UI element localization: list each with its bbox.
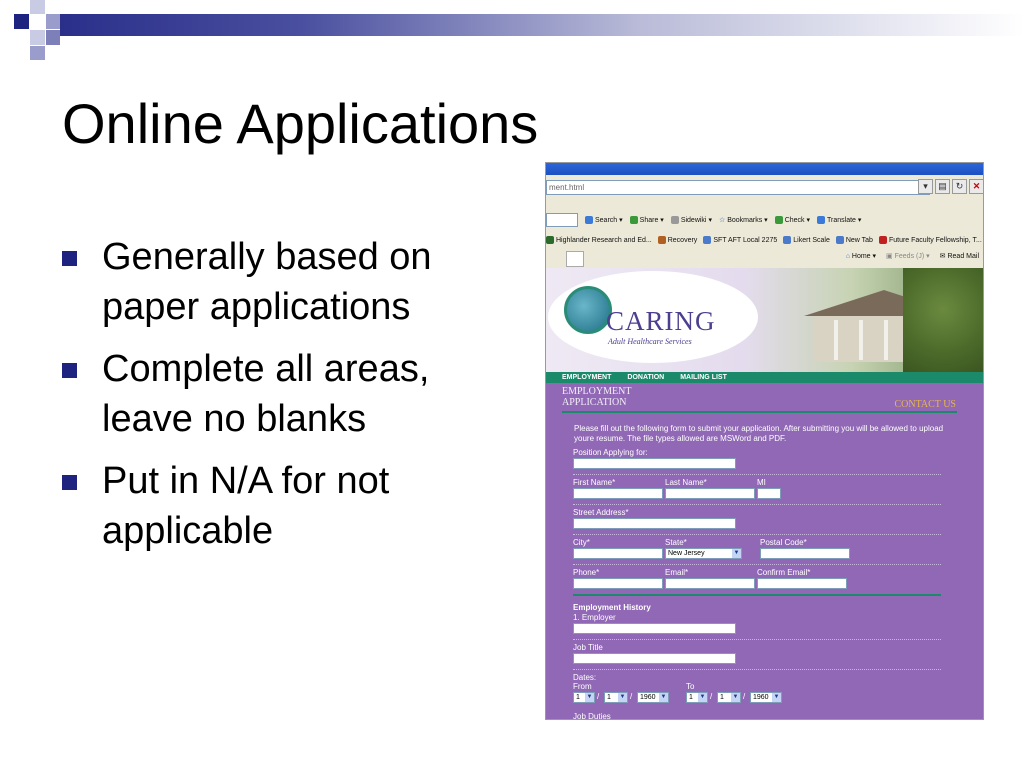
chevron-down-icon: ▼ (660, 694, 667, 700)
bullet-square-icon (62, 251, 77, 266)
bullet-item (62, 232, 512, 332)
decor-square-2 (30, 0, 45, 14)
confirm-email-input[interactable] (757, 578, 847, 589)
nav-donation[interactable]: DONATION (627, 374, 665, 381)
dropdown-icon[interactable]: ▾ (918, 179, 933, 194)
bullet-square-icon (62, 363, 77, 378)
toolbar-check[interactable]: Check ▾ (775, 216, 810, 224)
stop-icon[interactable]: ✕ (969, 179, 984, 194)
employer-input[interactable] (573, 623, 736, 634)
feed-icon: ▣ (886, 253, 893, 260)
date-separator: / (710, 692, 713, 701)
favorite-link[interactable]: Recovery (658, 236, 698, 244)
decor-square-1 (14, 14, 29, 29)
state-select[interactable]: New Jersey ▼ (665, 548, 742, 559)
globe-logo-icon (564, 286, 612, 334)
toolbar-bookmarks[interactable]: ☆ Bookmarks ▾ (718, 217, 768, 224)
chevron-down-icon: ▼ (773, 694, 780, 700)
dates-label: Dates: (573, 673, 597, 682)
decor-square-5 (46, 30, 60, 45)
from-year-select[interactable]: 1960 ▼ (637, 692, 669, 703)
caring-website (546, 268, 983, 719)
home-button[interactable]: ⌂ Home ▾ (845, 253, 877, 260)
divider (573, 534, 941, 535)
share-icon (630, 216, 638, 224)
section-divider (573, 594, 941, 596)
job-duties-label: Job Duties (573, 712, 611, 720)
chevron-down-icon: ▼ (586, 694, 593, 700)
refresh-icon[interactable]: ↻ (952, 179, 967, 194)
intro-text: Please fill out the following form to submit your application. After submitting you will be allowed to upload youre resume. The file types allowed are MSWord and PDF. (574, 424, 944, 443)
favorites-bar (546, 233, 983, 247)
favorite-link[interactable]: Future Faculty Fellowship, T... (879, 236, 982, 244)
bullet-item (62, 344, 512, 444)
first-name-label: First Name* (573, 478, 616, 487)
position-input[interactable] (573, 458, 736, 469)
phone-label: Phone* (573, 568, 600, 577)
logo-title: CARING (606, 306, 716, 336)
mi-label: MI (757, 478, 766, 487)
employer-label: 1. Employer (573, 613, 616, 622)
title-gradient-bar (60, 14, 1024, 36)
page-icon (879, 236, 887, 244)
to-month-select[interactable]: 1 ▼ (686, 692, 708, 703)
bullet-text: Put in N/A for not applicable (102, 460, 390, 552)
city-label: City* (573, 538, 590, 547)
contact-us-link[interactable]: CONTACT US (894, 399, 956, 410)
chevron-down-icon: ▼ (732, 694, 739, 700)
street-label: Street Address* (573, 508, 629, 517)
nav-mailing-list[interactable]: MAILING LIST (680, 374, 727, 381)
logo-subtitle: Adult Healthcare Services (608, 337, 692, 346)
from-month-select[interactable]: 1 ▼ (573, 692, 595, 703)
first-name-input[interactable] (573, 488, 663, 499)
toolbar-translate[interactable]: Translate ▾ (817, 216, 861, 224)
position-label: Position Applying for: (573, 448, 648, 457)
google-toolbar (546, 212, 983, 228)
divider (573, 669, 941, 670)
site-banner (546, 268, 983, 372)
job-title-input[interactable] (573, 653, 736, 664)
date-separator: / (597, 692, 600, 701)
slide-title: Online Applications (62, 92, 539, 155)
favorite-link[interactable]: Highlander Research and Ed... (546, 236, 652, 244)
nav-employment[interactable]: EMPLOYMENT (562, 374, 612, 381)
email-input[interactable] (665, 578, 755, 589)
chevron-down-icon: ▼ (619, 694, 626, 700)
page-icon (783, 236, 791, 244)
decor-square-4 (30, 30, 45, 45)
last-name-input[interactable] (665, 488, 755, 499)
search-icon (585, 216, 593, 224)
divider (573, 639, 941, 640)
divider (573, 474, 941, 475)
confirm-email-label: Confirm Email* (757, 568, 811, 577)
chevron-down-icon: ▼ (733, 550, 740, 556)
mi-input[interactable] (757, 488, 781, 499)
heading-divider (562, 411, 957, 413)
address-bar[interactable]: ment.html (546, 180, 930, 195)
translate-icon (817, 216, 825, 224)
address-buttons (918, 179, 984, 194)
from-label: From (573, 682, 592, 691)
to-label: To (686, 682, 695, 691)
browser-titlebar (546, 163, 983, 175)
postal-input[interactable] (760, 548, 850, 559)
phone-input[interactable] (573, 578, 663, 589)
page-icon (546, 236, 554, 244)
from-day-select[interactable]: 1 ▼ (604, 692, 628, 703)
check-icon (775, 216, 783, 224)
site-nav (546, 372, 983, 383)
postal-label: Postal Code* (760, 538, 807, 547)
email-label: Email* (665, 568, 689, 577)
bullet-square-icon (62, 475, 77, 490)
star-icon: ☆ (718, 217, 726, 224)
street-input[interactable] (573, 518, 736, 529)
favorite-link[interactable]: New Tab (836, 236, 873, 244)
tab-box[interactable] (566, 251, 584, 267)
divider (573, 564, 941, 565)
sidewiki-icon (671, 216, 679, 224)
state-label: State* (665, 538, 687, 547)
page-icon (703, 236, 711, 244)
employment-history-label: Employment History (573, 603, 651, 612)
chevron-down-icon: ▼ (699, 694, 706, 700)
command-bar (546, 250, 983, 266)
favorite-link[interactable]: SFT AFT Local 2275 (703, 236, 777, 244)
decor-square-3 (46, 14, 60, 29)
bullet-list (62, 232, 512, 568)
home-icon: ⌂ (845, 253, 850, 260)
feeds-button[interactable]: ▣ Feeds (J) ▾ (886, 253, 930, 260)
bullet-item (62, 456, 512, 556)
date-separator: / (630, 692, 633, 701)
toolbar-share[interactable]: Share ▾ (630, 216, 664, 224)
read-mail-button[interactable]: ✉ Read Mail (939, 253, 979, 260)
date-separator: / (743, 692, 746, 701)
toolbar-search[interactable]: Search ▾ (585, 216, 623, 224)
page-icon (658, 236, 666, 244)
bullet-text: Complete all areas, leave no blanks (102, 348, 430, 440)
last-name-label: Last Name* (665, 478, 707, 487)
toolbar-sidewiki[interactable]: Sidewiki ▾ (671, 216, 712, 224)
city-input[interactable] (573, 548, 663, 559)
to-day-select[interactable]: 1 ▼ (717, 692, 741, 703)
favorite-link[interactable]: Likert Scale (783, 236, 830, 244)
compat-icon[interactable]: ▤ (935, 179, 950, 194)
bullet-text: Generally based on paper applications (102, 236, 432, 328)
to-year-select[interactable]: 1960 ▼ (750, 692, 782, 703)
decor-square-6 (30, 46, 45, 60)
page-icon (836, 236, 844, 244)
mail-icon: ✉ (939, 253, 946, 260)
job-title-label: Job Title (573, 643, 603, 652)
page-heading: EMPLOYMENT APPLICATION (562, 386, 632, 408)
toolbar-search-input[interactable] (546, 213, 578, 227)
divider (573, 504, 941, 505)
embedded-browser-screenshot (545, 162, 984, 720)
tree-image (903, 268, 983, 372)
